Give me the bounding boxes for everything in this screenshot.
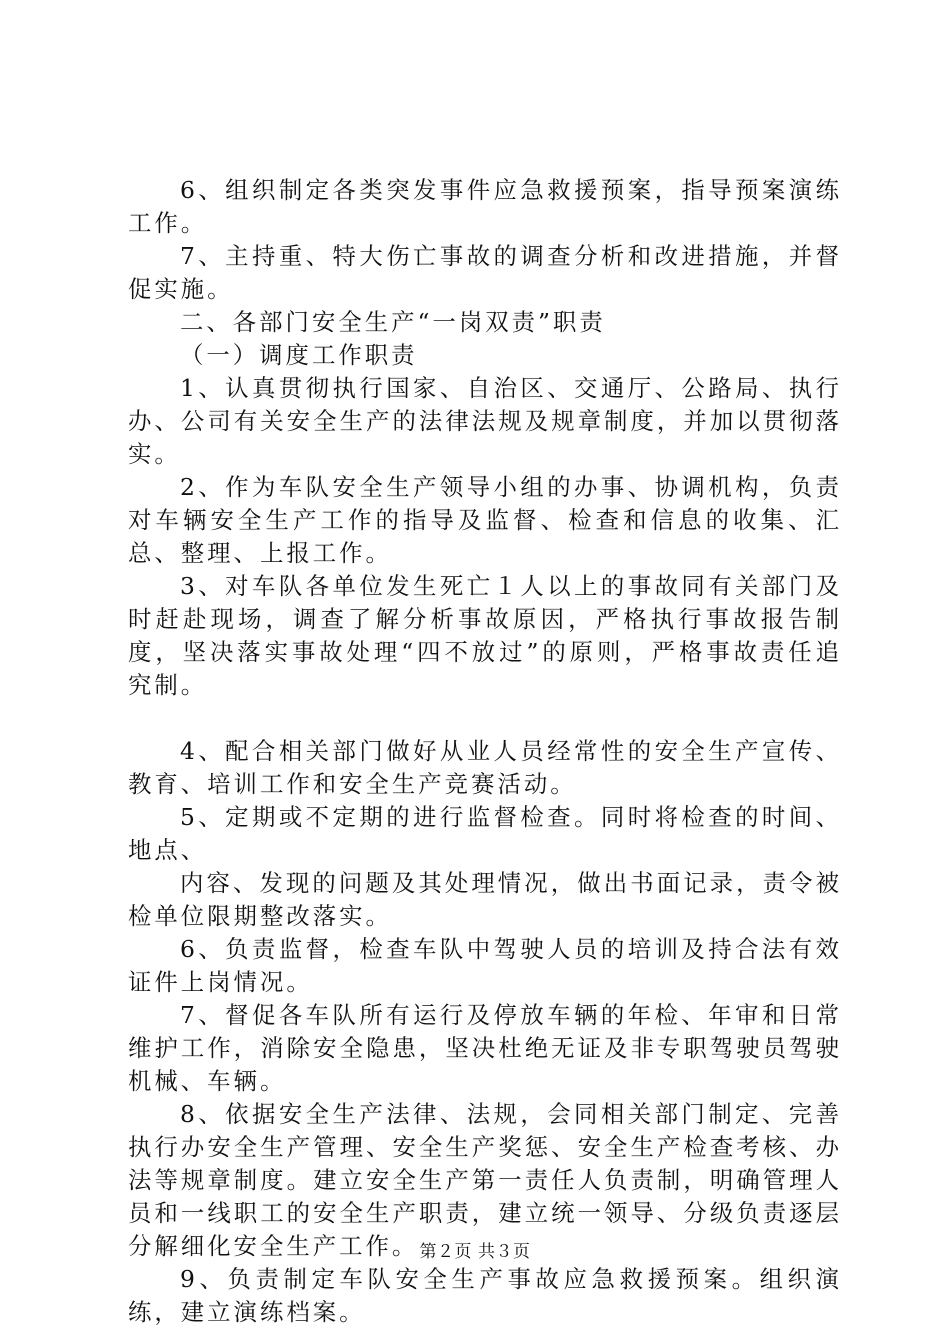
paragraph-duty-3: 3、对车队各单位发生死亡１人以上的事故同有关部门及时赶赴现场，调查了解分析事故原因，严格执行事故报告制度，坚决落实事故处理“四不放过”的原则，严格事故责任追究制。	[128, 572, 842, 699]
paragraph-duty-9: 9、负责制定车队安全生产事故应急救援预案。组织演练，建立演练档案。	[128, 1265, 842, 1326]
paragraph-duty-4: 4、配合相关部门做好从业人员经常性的安全生产宣传、教育、培训工作和安全生产竞赛活动。	[128, 737, 842, 798]
paragraph-duty-5: 5、定期或不定期的进行监督检查。同时将检查的时间、地点、	[128, 803, 842, 864]
paragraph-duty-6: 6、负责监督，检查车队中驾驶人员的培训及持合法有效证件上岗情况。	[128, 935, 842, 996]
paragraph-duty-8: 8、依据安全生产法律、法规，会同相关部门制定、完善执行办安全生产管理、安全生产奖惩、安全生产检查考核、办法等规章制度。建立安全生产第一责任人负责制，明确管理人员和一线职工的安全生产职责，建立统一领导、分级负责逐层分解细化安全生产工作。	[128, 1100, 842, 1260]
paragraph-item-7: 7、主持重、特大伤亡事故的调查分析和改进措施，并督促实施。	[128, 242, 842, 303]
paragraph-duty-5-continued: 内容、发现的问题及其处理情况，做出书面记录，责令被检单位限期整改落实。	[128, 869, 842, 930]
paragraph-item-6: 6、组织制定各类突发事件应急救援预案，指导预案演练工作。	[128, 176, 842, 237]
paragraph-duty-1: 1、认真贯彻执行国家、自治区、交通厅、公路局、执行办、公司有关安全生产的法律法规及规章制度，并加以贯彻落实。	[128, 374, 842, 468]
section-heading: 二、各部门安全生产“一岗双责”职责	[180, 308, 606, 336]
page-footer: 第２页 共３页	[419, 1242, 531, 1262]
paragraph-duty-7: 7、督促各车队所有运行及停放车辆的年检、年审和日常维护工作，消除安全隐患，坚决杜绝无证及非专职驾驶员驾驶机械、车辆。	[128, 1001, 842, 1095]
subsection-heading: （一）调度工作职责	[180, 341, 418, 369]
paragraph-duty-2: 2、作为车队安全生产领导小组的办事、协调机构，负责对车辆安全生产工作的指导及监督、检查和信息的收集、汇总、整理、上报工作。	[128, 473, 842, 567]
document-body	[128, 174, 842, 1329]
